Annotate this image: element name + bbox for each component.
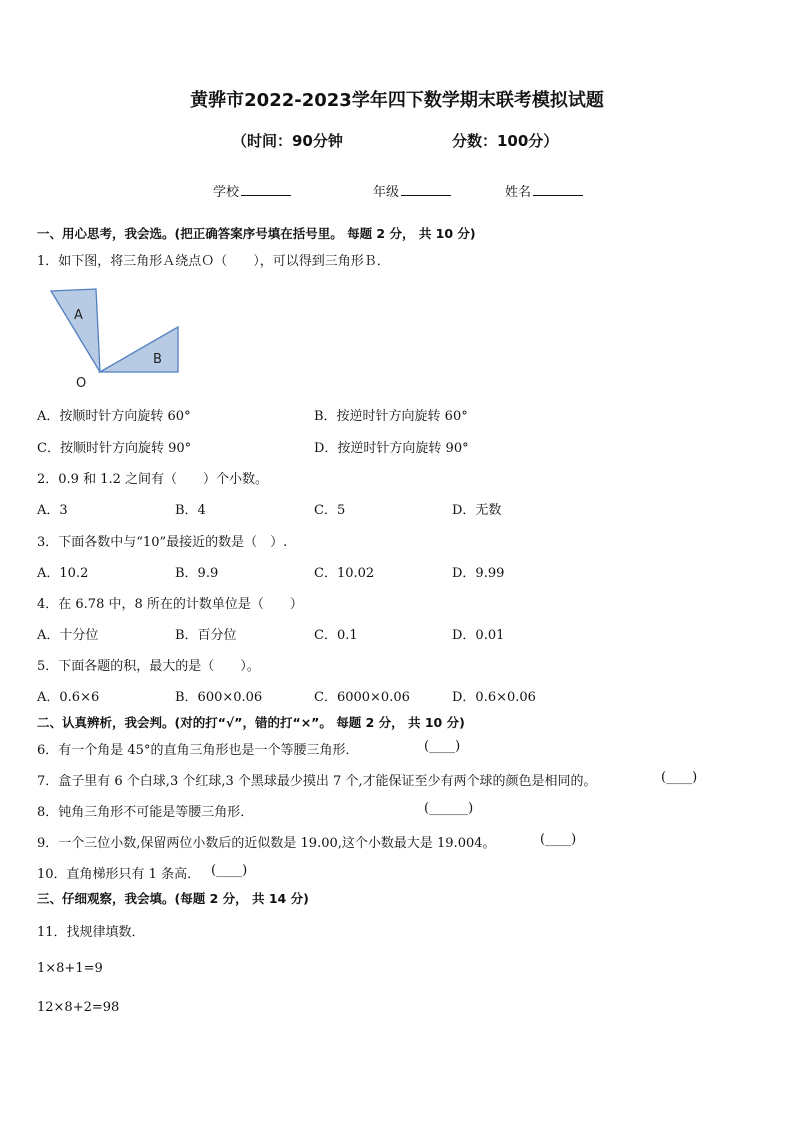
q4-option-c[interactable]: C．0.1: [314, 628, 358, 643]
grade-field[interactable]: [373, 181, 451, 200]
question-3: 3．下面各数中与“10”最接近的数是（ ）.: [37, 535, 288, 550]
pattern-line-2: 12×8+2=98: [37, 1000, 120, 1015]
section1-heading: 一、用心思考，我会选。(把正确答案序号填在括号里。 每题 2 分， 共 10 分): [37, 226, 476, 241]
q3-option-a[interactable]: A．10.2: [37, 566, 89, 581]
school-blank[interactable]: [241, 183, 291, 196]
grade-blank[interactable]: [401, 183, 451, 196]
q4-option-d[interactable]: D．0.01: [452, 628, 505, 643]
question-8: 8．钝角三角形不可能是等腰三角形．: [37, 805, 254, 820]
q5-option-a[interactable]: A．0.6×6: [37, 690, 100, 705]
name-field[interactable]: [505, 181, 583, 200]
q1-option-b[interactable]: B．按逆时针方向旋转 60°: [314, 409, 468, 424]
q2-option-d[interactable]: D．无数: [452, 503, 502, 518]
label-b: B: [153, 352, 162, 367]
q1-option-a[interactable]: A．按顺时针方向旋转 60°: [37, 409, 191, 424]
question-6: 6．有一个角是 45°的直角三角形也是一个等腰三角形．: [37, 743, 359, 758]
name-label: 姓名: [505, 185, 532, 200]
q4-option-a[interactable]: A．十分位: [37, 628, 99, 643]
grade-label: 年级: [373, 185, 400, 200]
exam-score: 分数：100分）: [452, 132, 559, 150]
label-o: O: [76, 376, 87, 391]
q5-option-d[interactable]: D．0.6×0.06: [452, 690, 536, 705]
q3-option-b[interactable]: B．9.9: [175, 566, 219, 581]
q5-option-c[interactable]: C．6000×0.06: [314, 690, 410, 705]
q1-option-c[interactable]: C．按顺时针方向旋转 90°: [37, 441, 192, 456]
q3-option-d[interactable]: D．9.99: [452, 566, 505, 581]
q10-answer-blank[interactable]: (____): [211, 863, 248, 878]
school-field[interactable]: [213, 181, 291, 200]
question-2: 2．0.9 和 1.2 之间有（ ）个小数。: [37, 472, 269, 487]
q2-option-b[interactable]: B．4: [175, 503, 206, 518]
label-a: A: [74, 308, 83, 323]
question-11: 11．找规律填数．: [37, 925, 145, 940]
question-10: 10．直角梯形只有 1 条高．: [37, 867, 201, 882]
q5-option-b[interactable]: B．600×0.06: [175, 690, 263, 705]
question-9: 9．一个三位小数,保留两位小数后的近似数是 19.00,这个小数最大是 19.004。: [37, 836, 496, 851]
section2-heading: 二、认真辨析，我会判。(对的打“√”，错的打“×”。 每题 2 分， 共 10 分): [37, 715, 465, 730]
q1-option-d[interactable]: D．按逆时针方向旋转 90°: [314, 441, 469, 456]
q3-option-c[interactable]: C．10.02: [314, 566, 375, 581]
name-blank[interactable]: [533, 183, 583, 196]
question-7: 7．盒子里有 6 个白球,3 个红球,3 个黑球最少摸出 7 个,才能保证至少有两个球的颜色是相同的。: [37, 774, 597, 789]
q8-answer-blank[interactable]: (______): [424, 801, 474, 816]
page-title: 黄骅市2022-2023学年四下数学期末联考模拟试题: [190, 90, 604, 111]
triangle-b: [100, 327, 178, 372]
section3-heading: 三、仔细观察，我会填。(每题 2 分， 共 14 分): [37, 891, 309, 906]
question-5: 5．下面各题的积，最大的是（ ）。: [37, 659, 260, 674]
exam-time: （时间：90分钟: [232, 132, 343, 150]
rotation-figure: [40, 283, 200, 393]
q6-answer-blank[interactable]: (____): [424, 739, 461, 754]
q2-option-c[interactable]: C．5: [314, 503, 346, 518]
q4-option-b[interactable]: B．百分位: [175, 628, 237, 643]
q9-answer-blank[interactable]: (____): [540, 832, 577, 847]
question-4: 4．在 6.78 中，8 所在的计数单位是（ ）: [37, 597, 303, 612]
school-label: 学校: [213, 185, 240, 200]
q7-answer-blank[interactable]: (____): [661, 770, 698, 785]
question-1: 1．如下图，将三角形Ａ绕点Ｏ（ ），可以得到三角形Ｂ．: [37, 254, 390, 269]
q2-option-a[interactable]: A．3: [37, 503, 68, 518]
pattern-line-1: 1×8+1=9: [37, 961, 103, 976]
triangle-a: [51, 289, 100, 372]
